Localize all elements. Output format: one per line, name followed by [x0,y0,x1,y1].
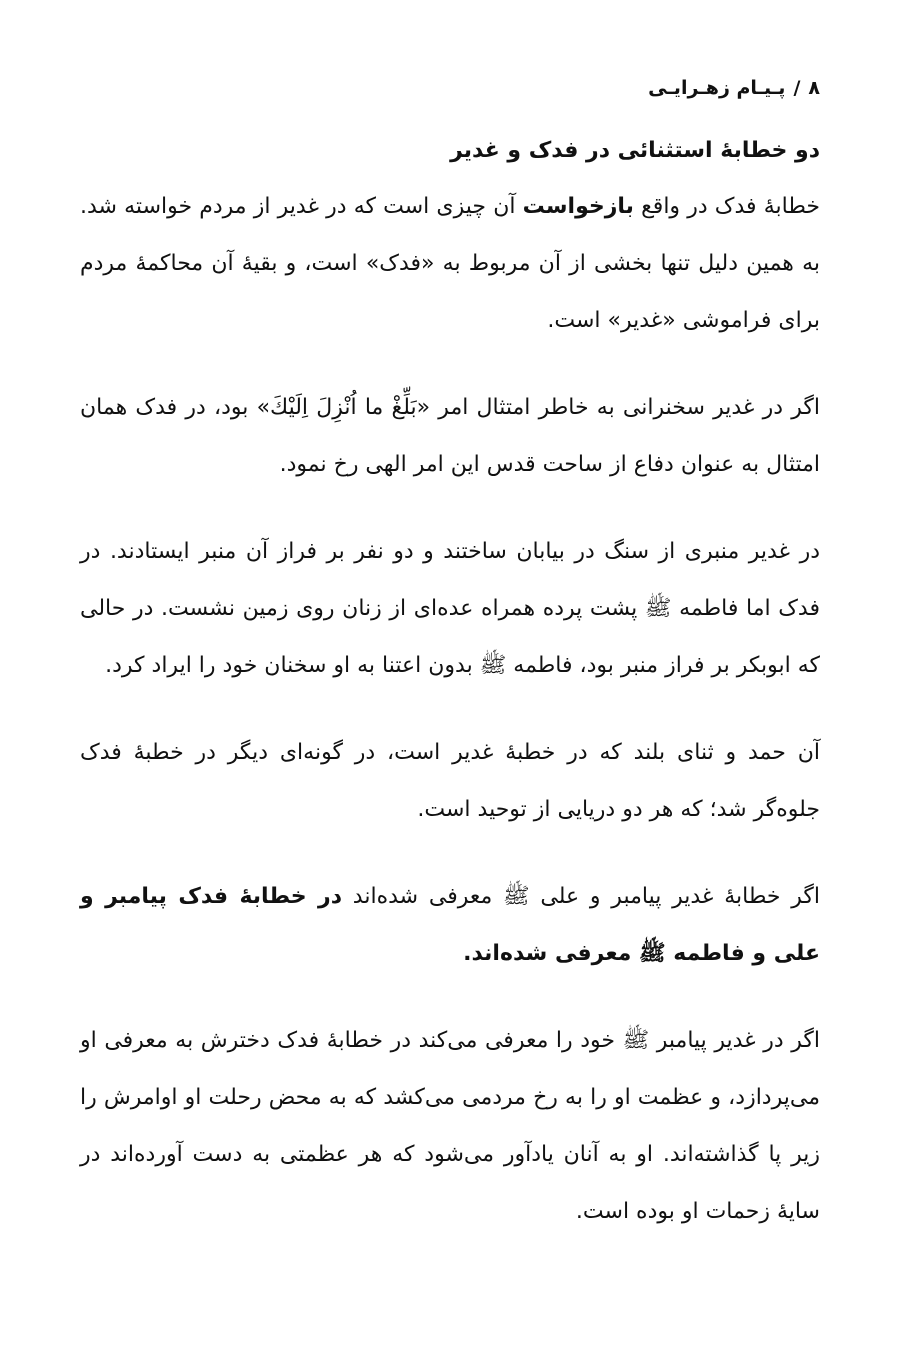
paragraph-text: اگر در غدیر سخنرانی به خاطر امتثال امر «بَلِّغْ ما اُنْزِلَ اِلَیْكَ» بود، در فدک همان امتثال به عنوان دفاع از ساحت قدس این امر الهی رخ نمود. [80,395,820,477]
paragraph-3 [80,523,820,694]
section-title: دو خطابهٔ استثنائی در فدک و غدیر [450,138,820,163]
paragraph-5 [80,868,820,982]
bold-text: بازخواست [522,194,634,219]
paragraph-text: خطابهٔ فدک در واقع [633,194,820,219]
paragraph-2 [80,379,820,493]
book-title: پـیـام زهـرایـی [648,77,786,99]
running-header [80,74,820,102]
header-separator: / [793,77,801,99]
paragraph-text: آن چیزی است که در غدیر از مردم خواسته شد. به همین دلیل تنها بخشی از آن مربوط به «فدک» است، و بقیهٔ آن محاکمهٔ مردم برای فراموشی «غدیر» است. [80,194,820,333]
body-text [80,178,820,1270]
page-number: ۸ [808,77,820,99]
paragraph-text: آن حمد و ثنای بلند که در خطبهٔ غدیر است، در گونه‌ای دیگر در خطبهٔ فدک جلوه‌گر شد؛ که هر دو دریایی از توحید است. [80,740,820,822]
bold-text: در خطابهٔ فدک پیامبر و علی و فاطمه ﷺ معرفی شده‌اند. [80,884,820,966]
paragraph-4 [80,724,820,838]
paragraph-text: در غدیر منبری از سنگ در بیابان ساختند و دو نفر بر فراز آن منبر ایستادند. در فدک اما فاطمه ﷺ پشت پرده همراه عده‌ای از زنان روی زمین نشست. در حالی که ابوبکر بر فراز منبر بود، فاطمه ﷺ بدون اعتنا به او سخنان خود را ایراد کرد. [80,539,820,678]
paragraph-text: اگر خطابهٔ غدیر پیامبر و علی ﷺ معرفی شده‌اند [342,884,820,909]
paragraph-1 [80,178,820,349]
paragraph-6 [80,1012,820,1240]
paragraph-text: اگر در غدیر پیامبر ﷺ خود را معرفی می‌کند در خطابهٔ فدک دخترش به معرفی او می‌پردازد، و عظمت او را به رخ مردمی می‌کشد که به محض رحلت او اوامرش را زیر پا گذاشته‌اند. او به آنان یادآور می‌شود که هر عظمتی به دست آورده‌اند در سایهٔ زحمات او بوده است. [80,1028,820,1224]
